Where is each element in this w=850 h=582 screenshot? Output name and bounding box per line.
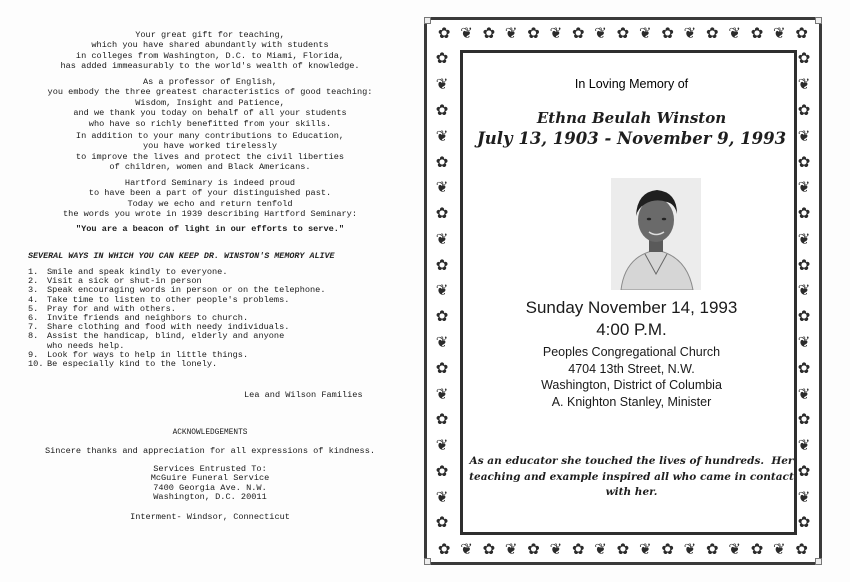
text-line: Services Entrusted To: [153, 464, 267, 474]
text-line: McGuire Funeral Service [150, 473, 270, 484]
item-number: 8. [28, 331, 39, 342]
tribute-paragraph-1 [0, 30, 420, 72]
right-page [424, 17, 824, 569]
text-line: Today we echo and return tenfold [127, 198, 293, 209]
text-line: 7400 Georgia Ave. N.W. [153, 482, 267, 493]
item-number: 10. [28, 358, 44, 369]
inner-frame [460, 50, 797, 535]
item-text: Look for ways to help in little things. [47, 349, 249, 360]
item-number: 7. [28, 322, 39, 333]
item-number: 3. [28, 285, 39, 296]
text-line: Your great gift for teaching, [135, 30, 285, 40]
flower-vine-icon: ✿ ❦ ✿ ❦ ✿ ❦ ✿ ❦ ✿ ❦ ✿ ❦ ✿ ❦ ✿ ❦ ✿ [437, 541, 808, 558]
quote: "You are a beacon of light in our efforts to serve." [75, 224, 345, 234]
epitaph [463, 454, 800, 501]
item-text: Smile and speak kindly to everyone. [47, 267, 228, 277]
flower-vine-icon: ✿ ❦ ✿ ❦ ✿ ❦ ✿ ❦ ✿ ❦ ✿ ❦ ✿ ❦ ✿ ❦ ✿ ❦ ✿ [797, 51, 811, 532]
life-dates: July 13, 1903 - November 9, 1993 [476, 129, 787, 148]
intro-text: In Loving Memory of [574, 77, 689, 91]
minister: A. Knighton Stanley, Minister [551, 394, 712, 409]
item-text: Invite friends and neighbors to church. [47, 312, 249, 323]
text-line: and we thank you today on behalf of all your students [73, 108, 347, 119]
ways-list [28, 268, 408, 369]
acknowledgements-text: Sincere thanks and appreciation for all expressions of kindness. [44, 446, 376, 456]
item-text: Share clothing and food with needy individuals. [47, 322, 290, 333]
ways-heading: SEVERAL WAYS IN WHICH YOU CAN KEEP DR. WINSTON'S MEMORY ALIVE [28, 251, 335, 261]
church-address: 4704 13th Street, N.W. [568, 361, 695, 376]
service-date: Sunday November 14, 1993 [525, 298, 738, 317]
signature: Lea and Wilson Families [244, 390, 363, 400]
venue-block [463, 344, 800, 410]
corner-handle [815, 17, 822, 24]
interment: Interment- Windsor, Connecticut [130, 512, 290, 522]
item-number: 4. [28, 294, 39, 305]
text-line: has added immeasurably to the world's wealth of knowledge. [60, 61, 360, 72]
tribute-paragraph-3 [0, 131, 420, 173]
flower-vine-icon: ✿ ❦ ✿ ❦ ✿ ❦ ✿ ❦ ✿ ❦ ✿ ❦ ✿ ❦ ✿ ❦ ✿ ❦ ✿ [435, 51, 449, 532]
text-line: in colleges from Washington, D.C. to Miami, Florida, [75, 50, 345, 61]
portrait-image [611, 178, 701, 290]
text-line: to improve the lives and protect the civil liberties [75, 151, 345, 162]
tribute-paragraph-4 [0, 178, 420, 220]
item-text: who needs help. [47, 340, 125, 351]
item-number: 9. [28, 349, 39, 360]
item-text: Take time to listen to other people's problems. [47, 294, 290, 305]
flower-vine-icon: ✿ ❦ ✿ ❦ ✿ ❦ ✿ ❦ ✿ ❦ ✿ ❦ ✿ ❦ ✿ ❦ ✿ [437, 25, 808, 42]
text-line: of children, women and Black Americans. [109, 162, 311, 173]
tribute-paragraph-2 [0, 77, 420, 129]
service-time: 4:00 P.M. [596, 320, 667, 339]
item-number: 6. [28, 312, 39, 323]
outer-border [424, 17, 822, 565]
item-number: 1. [28, 267, 39, 277]
text-line: who have so richly benefitted from your skills. [88, 118, 332, 129]
item-number: 5. [28, 303, 39, 314]
portrait-photo [611, 178, 701, 290]
text-line: you embody the three greatest characteristics of good teaching: [47, 87, 373, 98]
acknowledgements-heading: ACKNOWLEDGEMENTS [172, 429, 248, 437]
text-line: Wisdom, Insight and Patience, [135, 97, 285, 108]
corner-handle [424, 17, 431, 24]
item-text: Visit a sick or shut-in person [47, 276, 202, 287]
item-text: Be especially kind to the lonely. [47, 358, 218, 369]
epitaph-line: As an educator she touched the lives of hundreds. Her [469, 455, 794, 467]
text-line: Hartford Seminary is indeed proud [124, 178, 296, 188]
text-line: the words you wrote in 1939 describing Hartford Seminary: [63, 209, 357, 220]
text-line: you have worked tirelessly [142, 141, 278, 152]
church-city: Washington, District of Columbia [541, 378, 722, 392]
text-line: Washington, D.C. 20011 [153, 492, 267, 503]
item-text: Speak encouraging words in person or on the telephone. [47, 285, 326, 296]
services-block [0, 465, 420, 503]
text-line: which you have shared abundantly with students [91, 40, 329, 51]
text-line: to have been a part of your distinguished past. [88, 188, 332, 199]
corner-handle [424, 558, 431, 565]
list-item [28, 360, 408, 369]
text-line: In addition to your many contributions to Education, [75, 131, 345, 141]
item-text: Assist the handicap, blind, elderly and anyone [47, 331, 285, 342]
epitaph-line: with her. [605, 486, 658, 498]
corner-handle [815, 558, 822, 565]
church-name: Peoples Congregational Church [542, 345, 721, 359]
text-line: As a professor of English, [142, 77, 278, 87]
left-page [0, 0, 420, 582]
item-number: 2. [28, 276, 39, 287]
item-text: Pray for and with others. [47, 303, 176, 314]
epitaph-line: teaching and example inspired all who came in contact [469, 470, 794, 483]
deceased-name: Ethna Beulah Winston [536, 109, 727, 127]
